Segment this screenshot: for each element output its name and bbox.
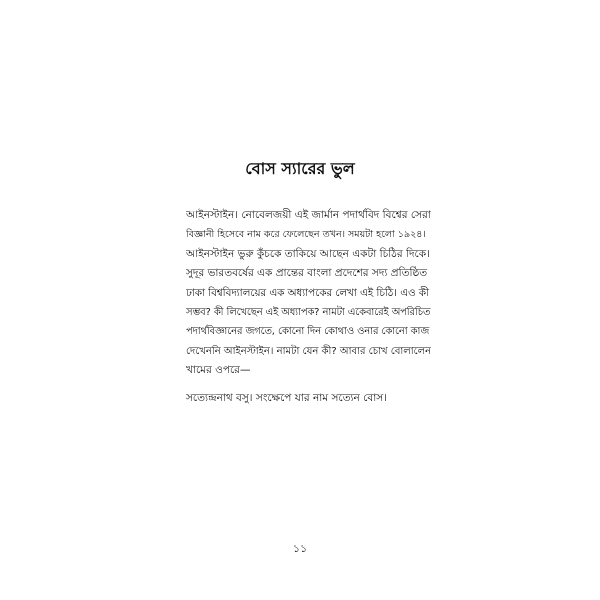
text-line: পদার্থবিজ্ঞানের জগতে, কোনো দিন কোথাও ওনার কোনো কাজ: [186, 326, 430, 338]
text-line: ঢাকা বিশ্ববিদ্যালয়ের এক অধ্যাপকের লেখা এই চিঠি। এও কী: [186, 286, 429, 299]
body-text: [186, 206, 431, 408]
text-line: আইনস্টাইন ভুরু কুঁচকে তাকিয়ে আছেন একটা চিঠির দিকে।: [186, 247, 430, 260]
text-line: সুদূর ভারতবর্ষের এক প্রান্তের বাংলা প্রদেশের সদ্য প্রতিষ্ঠিত: [186, 267, 428, 280]
text-line: আইনস্টাইন। নোবেলজয়ী এই জার্মান পদার্থবিদ বিশ্বের সেরা: [186, 209, 431, 221]
page-number: ১১: [292, 542, 308, 555]
text-line: খামের ওপরে—: [186, 364, 251, 377]
text-line: দেখেননি আইনস্টাইন। নামটা যেন কী? আবার চোখ বোলালেন: [186, 345, 431, 357]
text-line: সত্যেন্দ্রনাথ বসু। সংক্ষেপে যার নাম সত্যেন বোস।: [186, 391, 387, 404]
text-line: বিজ্ঞানী হিসেবে নাম করে ফেলেছেন তখন। সময়টা হলো ১৯২৪।: [186, 229, 426, 241]
chapter-title: বোস স্যারের ভুল: [245, 159, 355, 178]
paragraph-1: [186, 206, 431, 381]
paragraph-2: [186, 389, 431, 408]
text-line: সম্ভব? কী লিখেছেন এই অধ্যাপক? নামটা একেবারেই অপরিচিত: [186, 307, 431, 319]
